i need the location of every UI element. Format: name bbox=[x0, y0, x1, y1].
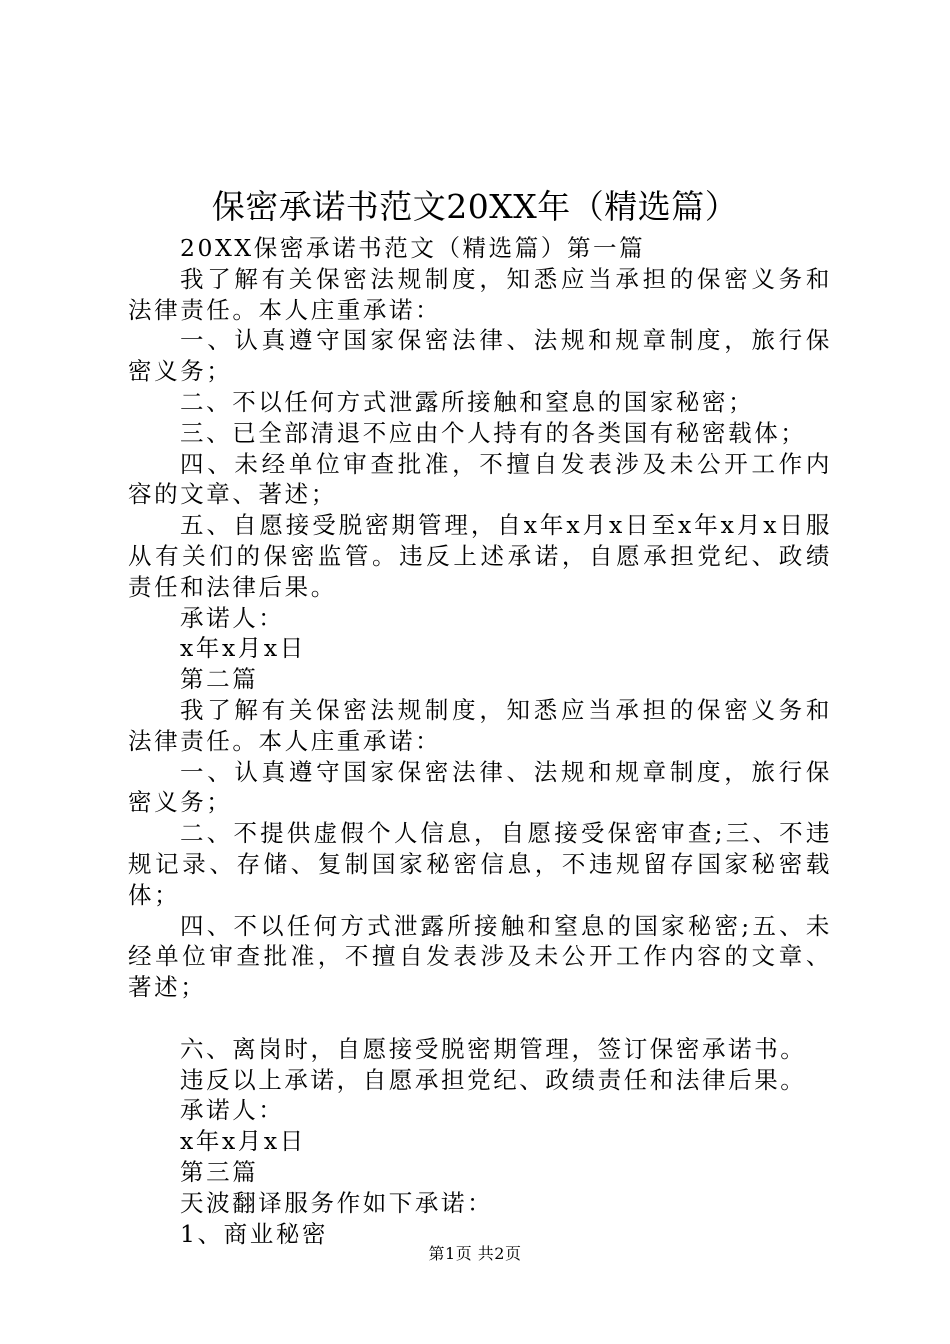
document-title: 保密承诺书范文20XX年（精选篇） bbox=[211, 187, 739, 226]
blank-line bbox=[128, 1003, 832, 1034]
section-heading-first: 20XX保密承诺书范文（精选篇）第一篇 bbox=[180, 234, 646, 262]
paragraph: 一、认真遵守国家保密法律、法规和规章制度，旅行保密义务； bbox=[128, 326, 832, 386]
signatory-label: 承诺人： bbox=[180, 1096, 285, 1125]
section-heading-second: 第二篇 bbox=[180, 665, 259, 694]
paragraph: 天波翻译服务作如下承诺： bbox=[180, 1188, 494, 1217]
date-line: x年x月x日 bbox=[180, 1127, 306, 1156]
page-number-footer: 第1页 共2页 bbox=[428, 1244, 522, 1263]
date-line: x年x月x日 bbox=[180, 634, 306, 663]
signatory-label: 承诺人： bbox=[180, 603, 285, 632]
paragraph: 我了解有关保密法规制度，知悉应当承担的保密义务和法律责任。本人庄重承诺： bbox=[128, 264, 832, 324]
paragraph: 一、认真遵守国家保密法律、法规和规章制度，旅行保密义务； bbox=[128, 757, 832, 817]
paragraph: 三、已全部清退不应由个人持有的各类国有秘密载体； bbox=[180, 418, 807, 447]
section-heading-third: 第三篇 bbox=[180, 1157, 259, 1186]
paragraph: 二、不以任何方式泄露所接触和窒息的国家秘密； bbox=[180, 387, 755, 416]
paragraph: 四、未经单位审查批准，不擅自发表涉及未公开工作内容的文章、著述； bbox=[128, 449, 832, 509]
paragraph: 六、离岗时，自愿接受脱密期管理，签订保密承诺书。 bbox=[180, 1034, 807, 1063]
paragraph: 我了解有关保密法规制度，知悉应当承担的保密义务和法律责任。本人庄重承诺： bbox=[128, 695, 832, 755]
paragraph: 二、不提供虚假个人信息，自愿接受保密审查;三、不违规记录、存储、复制国家秘密信息，不违规留存国家秘密载体； bbox=[128, 819, 832, 909]
document-body bbox=[128, 233, 832, 1249]
paragraph: 违反以上承诺，自愿承担党纪、政绩责任和法律后果。 bbox=[180, 1065, 807, 1094]
list-item: 1、商业秘密 bbox=[180, 1219, 329, 1248]
paragraph: 五、自愿接受脱密期管理，自x年x月x日至x年x月x日服从有关们的保密监管。违反上述承诺，自愿承担党纪、政绩责任和法律后果。 bbox=[128, 511, 832, 601]
paragraph: 四、不以任何方式泄露所接触和窒息的国家秘密;五、未经单位审查批准，不擅自发表涉及未公开工作内容的文章、著述； bbox=[128, 911, 832, 1002]
